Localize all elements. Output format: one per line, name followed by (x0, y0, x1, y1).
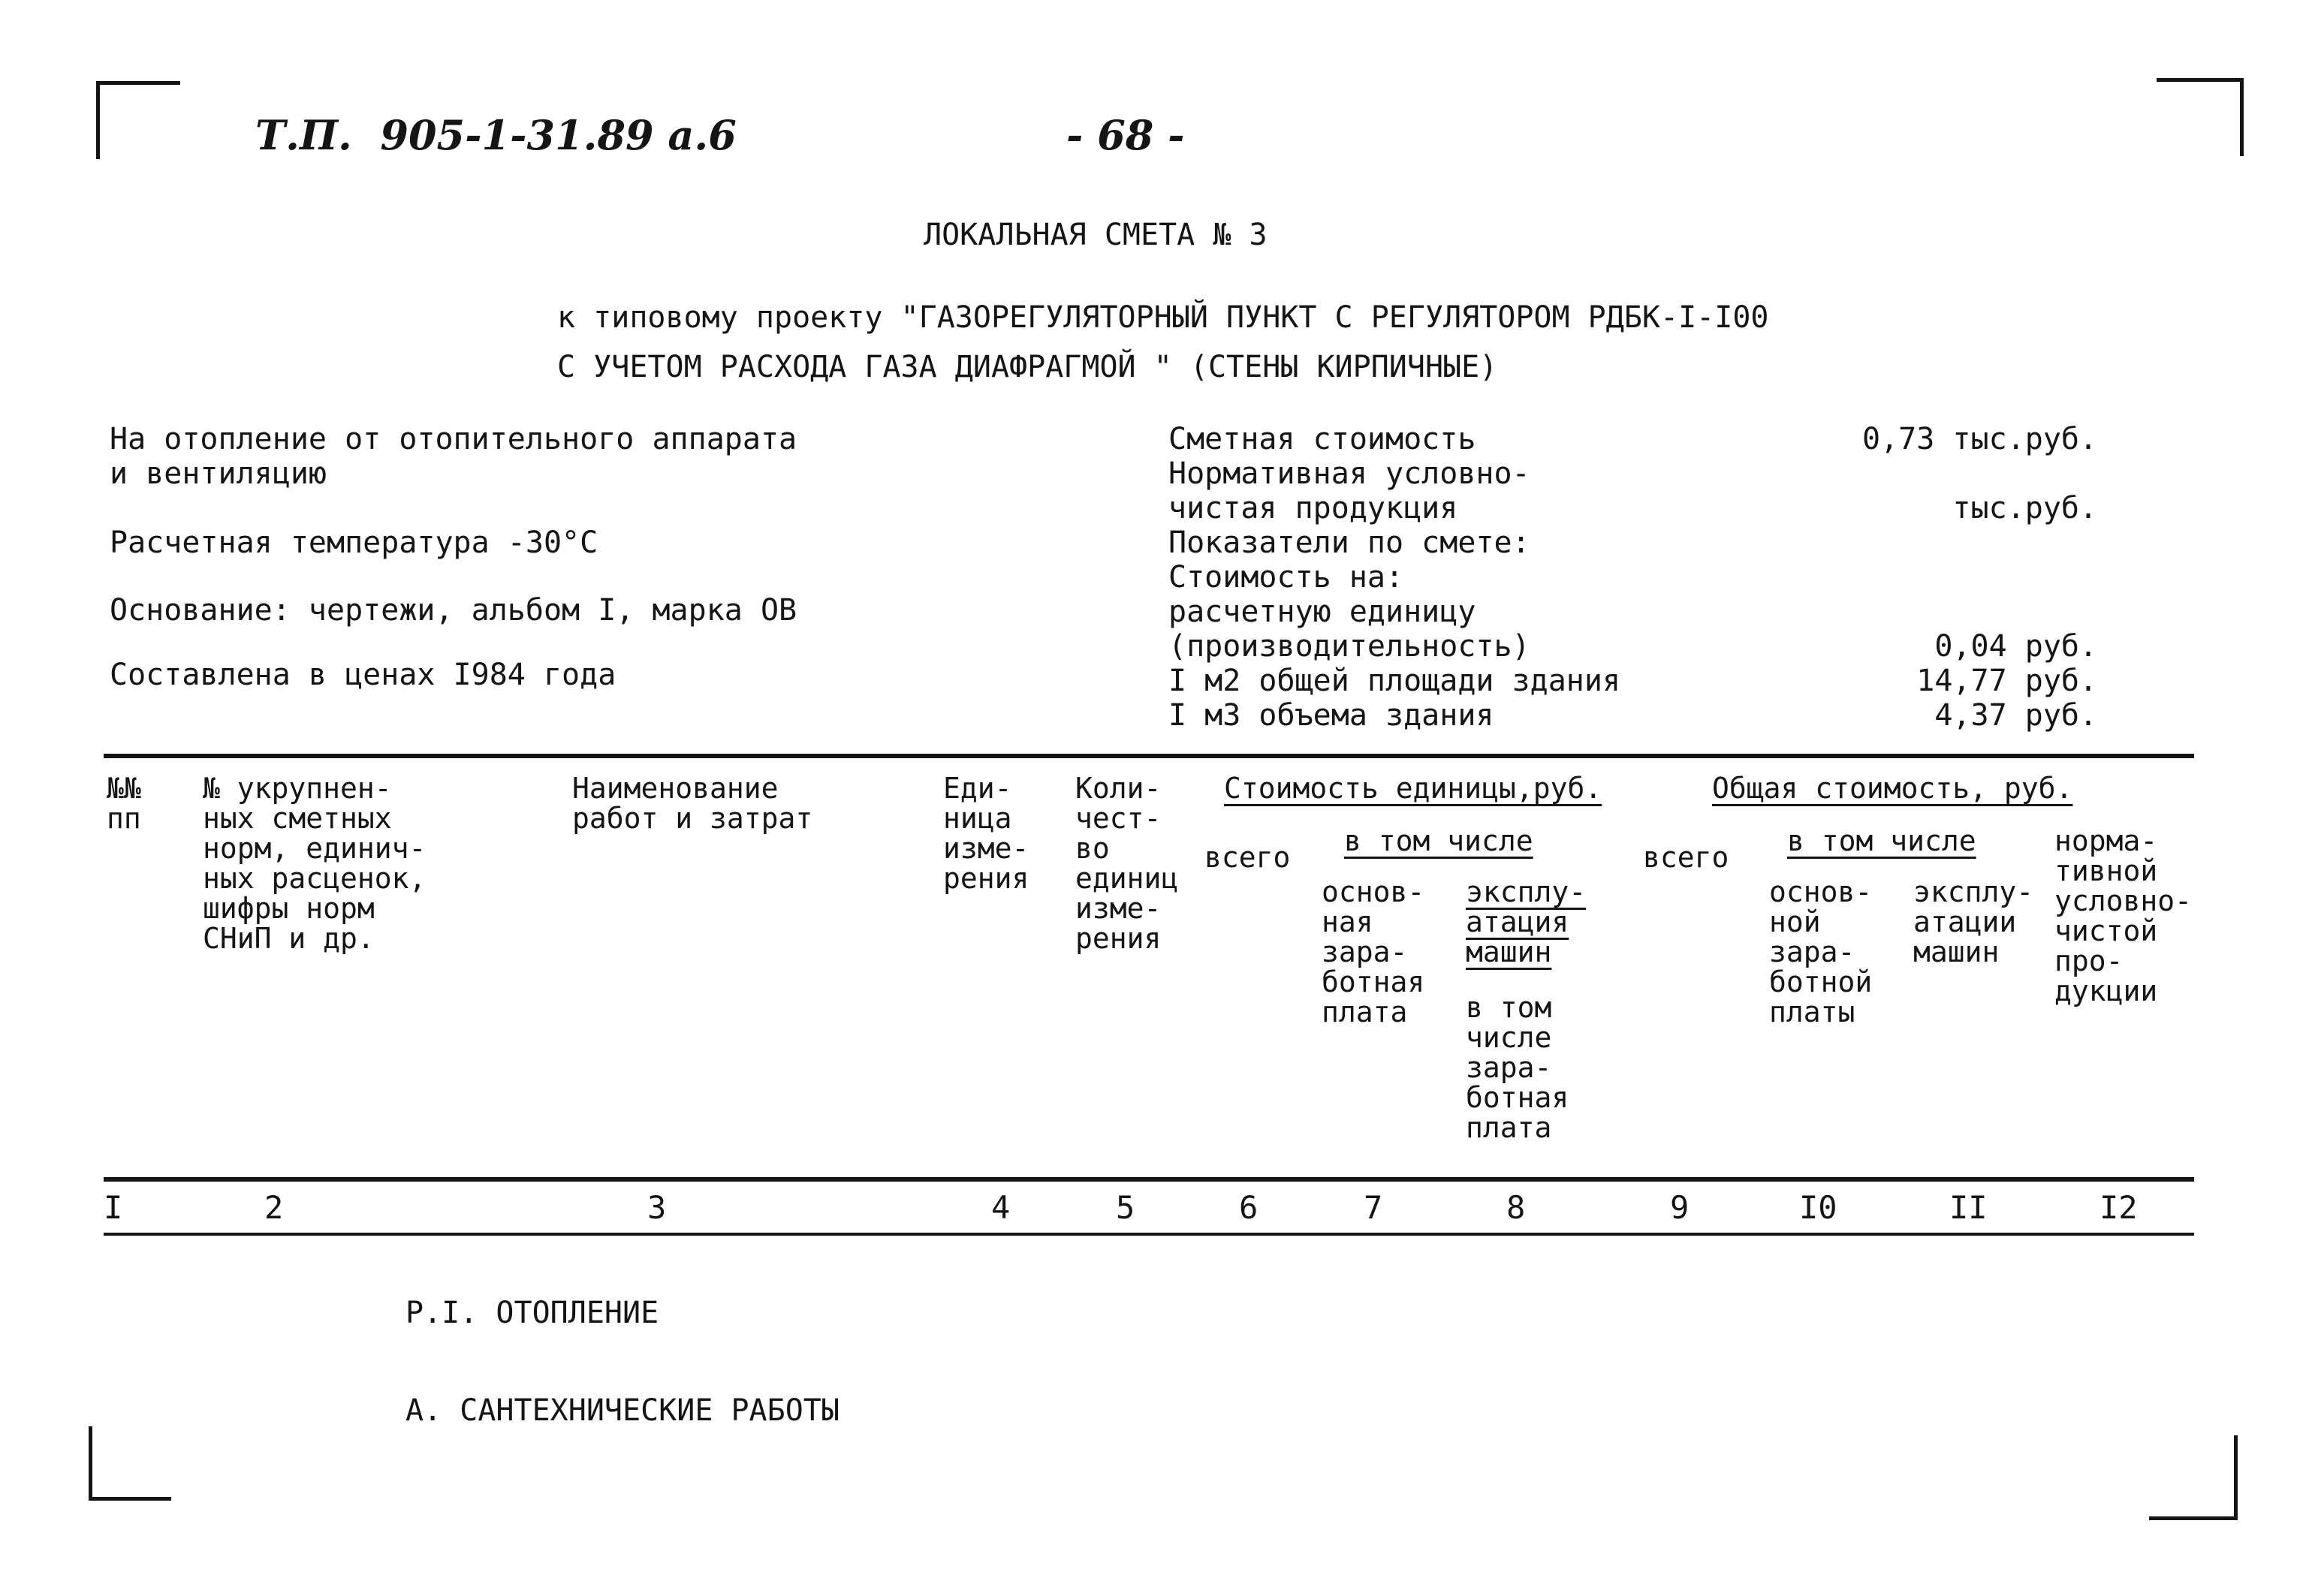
column-number: 7 (1364, 1189, 1383, 1226)
corner-mark-bottom-right-v (2234, 1435, 2238, 1520)
header-unit: Еди- ница изме- рения (943, 772, 1029, 895)
header-total-including: в том числе (1787, 824, 1976, 857)
corner-mark-bottom-right-h (2149, 1516, 2238, 1520)
corner-mark-top-left-v (96, 81, 100, 159)
purpose-text: На отопление от отопительного аппарата и вентиляцию (110, 422, 797, 491)
header-unit-machines-wage: в том числе зара- ботная плата (1466, 991, 1569, 1144)
column-number: 5 (1116, 1189, 1135, 1226)
corner-mark-bottom-left-v (89, 1426, 92, 1501)
column-number: 9 (1670, 1189, 1690, 1226)
cost-values: 0,73 тыс.руб. тыс.руб. 0,04 руб. 14,77 руб. 4,37 руб. (1862, 422, 2098, 733)
header-unit-base-wage: основ- ная зара- ботная плата (1322, 875, 1425, 1028)
header-quantity: Коли- чест- во единиц изме- рения (1075, 772, 1179, 955)
subtitle-line-1: к типовому проекту "ГАЗОРЕГУЛЯТОРНЫЙ ПУНКТ С РЕГУЛЯТОРОМ РДБК-I-I00 (557, 300, 1769, 335)
header-unit-machines: эксплу- атация машин (1466, 875, 1587, 968)
header-normative-production: норма- тивной условно- чистой про- дукции (2054, 824, 2193, 1007)
column-number: I0 (1799, 1189, 1837, 1226)
header-total-base-wage: основ- ной зара- ботной платы (1769, 875, 1873, 1028)
price-level-text: Составлена в ценах I984 года (110, 658, 616, 692)
basis-text: Основание: чертежи, альбом I, марка ОВ (110, 593, 797, 628)
table-top-rule (104, 754, 2194, 758)
document-code: Т.П. 905-1-31.89 а.6 (255, 111, 737, 159)
column-number: II (1949, 1189, 1988, 1226)
header-bottom-rule (104, 1177, 2194, 1182)
header-unit-including: в том числе (1344, 824, 1533, 857)
header-total-cost-group: Общая стоимость, руб. (1712, 772, 2073, 805)
page-number: - 68 - (1066, 111, 1185, 159)
column-number: I (104, 1189, 123, 1226)
document-title: ЛОКАЛЬНАЯ СМЕТА № 3 (924, 218, 1268, 252)
corner-mark-bottom-left-h (89, 1497, 171, 1501)
column-number: 4 (991, 1189, 1011, 1226)
header-total-machines: эксплу- атации машин (1913, 875, 2034, 968)
cost-labels: Сметная стоимость Нормативная условно- чистая продукция Показатели по смете: Стоимость на: расчетную единицу (производительность) I м2 общей площади здания I м3 объема здания (1168, 422, 1621, 733)
column-number: 8 (1506, 1189, 1526, 1226)
section-heading: Р.I. ОТОПЛЕНИЕ (405, 1296, 659, 1330)
column-number: 6 (1239, 1189, 1259, 1226)
column-number: I2 (2100, 1189, 2138, 1226)
corner-mark-top-right-v (2240, 78, 2244, 156)
header-row-number: №№ пп (107, 772, 141, 835)
design-temperature: Расчетная температура -30°С (110, 525, 598, 560)
subsection-heading: А. САНТЕХНИЧЕСКИЕ РАБОТЫ (405, 1393, 840, 1428)
column-number: 3 (647, 1189, 667, 1226)
corner-mark-top-left-h (96, 81, 180, 85)
corner-mark-top-right-h (2157, 78, 2244, 82)
header-unit-cost-group: Стоимость единицы,руб. (1224, 772, 1602, 805)
column-numbers-rule (104, 1233, 2194, 1236)
header-work-name: Наименование работ и затрат (572, 772, 813, 835)
subtitle-line-2: С УЧЕТОМ РАСХОДА ГАЗА ДИАФРАГМОЙ " (СТЕНЫ КИРПИЧНЫЕ) (557, 350, 1498, 384)
header-unit-total: всего (1204, 841, 1291, 874)
header-norm-codes: № укрупнен- ных сметных норм, единич- ных расценок, шифры норм СНиП и др. (203, 772, 427, 955)
column-number: 2 (264, 1189, 284, 1226)
header-total: всего (1643, 841, 1729, 874)
